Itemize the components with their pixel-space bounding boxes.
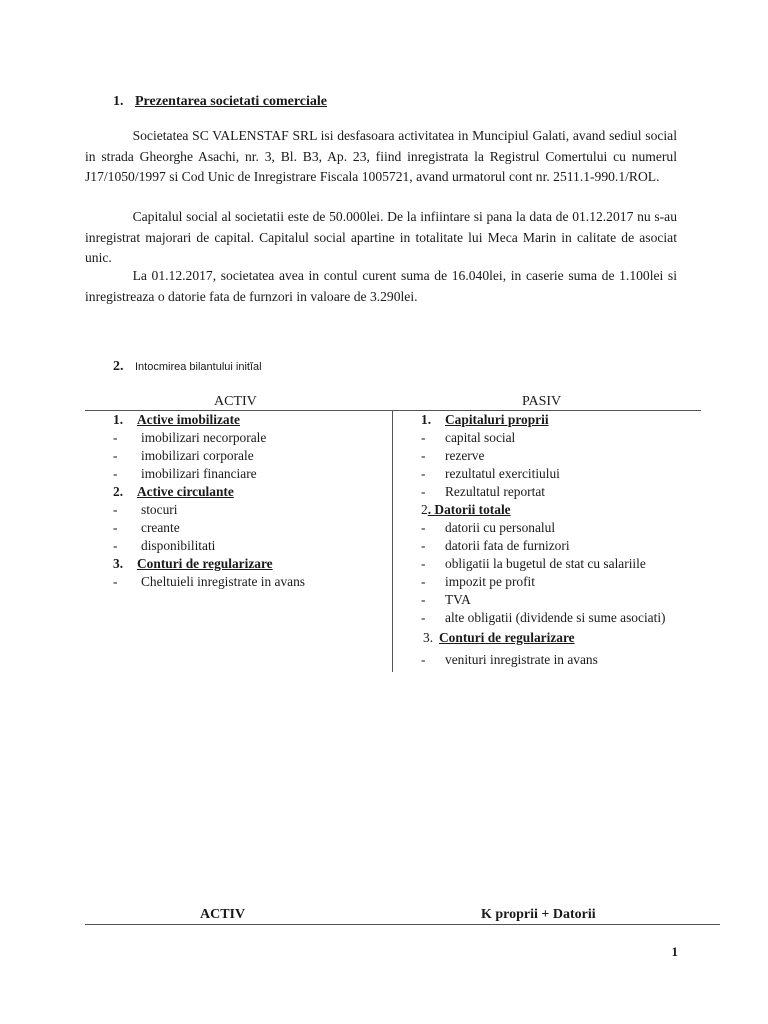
activ-section-title: Conturi de regularizare: [137, 556, 273, 571]
pasiv-item-label: capital social: [445, 430, 516, 445]
activ-section-title: Active imobilizate: [137, 412, 240, 427]
pasiv-item: [421, 537, 570, 555]
activ-item: [113, 537, 215, 555]
dash-marker: -: [113, 466, 118, 481]
activ-section-heading: [113, 411, 240, 429]
paragraph-accounts: [85, 266, 677, 307]
pasiv-section-number: 3.: [423, 630, 434, 645]
dash-marker: -: [113, 574, 118, 589]
dash-marker: -: [421, 484, 426, 499]
dash-marker: -: [421, 574, 426, 589]
dash-marker: -: [421, 520, 426, 535]
equation-left: ACTIV: [200, 907, 246, 922]
activ-section-heading: [113, 483, 234, 501]
pasiv-section-heading: [421, 501, 511, 519]
dash-marker: -: [113, 430, 118, 445]
activ-item: [113, 429, 266, 447]
pasiv-item-label: impozit pe profit: [445, 574, 535, 589]
activ-item-label: Cheltuieli inregistrate in avans: [141, 574, 305, 589]
equation-rule: [85, 924, 720, 925]
pasiv-section-heading: [421, 411, 549, 429]
section-2-number: 2.: [113, 359, 124, 374]
activ-item-label: imobilizari necorporale: [141, 430, 267, 445]
pasiv-item-label: venituri inregistrate in avans: [445, 652, 598, 667]
paragraph-capital: [85, 207, 677, 269]
activ-item: [113, 501, 177, 519]
dash-marker: -: [421, 592, 426, 607]
pasiv-item-label: datorii cu personalul: [445, 520, 556, 535]
pasiv-item-label: rezultatul exercitiului: [445, 466, 560, 481]
dash-marker: -: [113, 502, 118, 517]
pasiv-item: [421, 519, 555, 537]
activ-section-title: Active circulante: [137, 484, 234, 499]
table-column-divider: [392, 410, 393, 672]
pasiv-item-label: rezerve: [445, 448, 485, 463]
activ-item: [113, 573, 305, 591]
section-2-heading: [113, 359, 262, 375]
pasiv-section-title: Capitaluri proprii: [445, 412, 549, 427]
equation-right: K proprii + Datorii: [481, 907, 596, 922]
pasiv-item: [421, 465, 560, 483]
section-1-title: Prezentarea societati comerciale: [135, 94, 328, 109]
activ-section-number: 3.: [113, 556, 124, 571]
activ-item-label: disponibilitati: [141, 538, 216, 553]
activ-item: [113, 447, 254, 465]
section-1-number: 1.: [113, 94, 124, 109]
activ-item-label: creante: [141, 520, 180, 535]
dash-marker: -: [113, 538, 118, 553]
dash-marker: -: [421, 448, 426, 463]
dash-marker: -: [421, 538, 426, 553]
pasiv-section-number: 1.: [421, 412, 432, 427]
pasiv-item: [421, 447, 484, 465]
activ-section-number: 1.: [113, 412, 124, 427]
activ-item: [113, 519, 180, 537]
dash-marker: -: [421, 610, 426, 625]
activ-item-label: stocuri: [141, 502, 178, 517]
pasiv-item: [421, 609, 666, 627]
dash-marker: -: [113, 448, 118, 463]
dash-marker: -: [421, 430, 426, 445]
pasiv-item-label: Rezultatul reportat: [445, 484, 546, 499]
section-1-heading: [113, 94, 327, 110]
paragraph-company-info: [85, 126, 677, 188]
paragraph-accounts-text: La 01.12.2017, societatea avea in contul curent suma de 16.040lei, in caserie suma de 1.100lei si inregistreaza o datorie fata de furnzori in valoare de 3.290lei.: [85, 268, 677, 304]
dash-marker: -: [421, 652, 426, 667]
paragraph-company-info-text: Societatea SC VALENSTAF SRL isi desfasoara activitatea in Muncipiul Galati, avand sediul social in strada Gheorghe Asachi, nr. 3, Bl. B3, Ap. 23, fiind inregistrata la Registrul Comertului cu numerul J17/1050/1997 si Cod Unic de Inregistrare Fiscala 1005721, avand urmatorul cont nr. 2511.1-990.1/ROL.: [85, 128, 677, 184]
pasiv-item: [421, 483, 545, 501]
pasiv-item: [421, 591, 471, 609]
activ-section-heading: [113, 555, 273, 573]
pasiv-section-title: Conturi de regularizare: [439, 630, 575, 645]
pasiv-item: [421, 573, 535, 591]
pasiv-section-number: 2: [421, 502, 428, 517]
activ-section-number: 2.: [113, 484, 124, 499]
pasiv-section-heading: [423, 629, 575, 647]
pasiv-column-header: PASIV: [522, 394, 562, 409]
dash-marker: -: [421, 556, 426, 571]
paragraph-capital-text: Capitalul social al societatii este de 50.000lei. De la infiintare si pana la data de 01.12.2017 nu s-au inregistrat majorari de capital. Capitalul social apartine in totalitate lui Meca Marin in calitate de asociat unic.: [85, 209, 677, 265]
dash-marker: -: [113, 520, 118, 535]
activ-column-header: ACTIV: [214, 394, 257, 409]
page-number: 1: [671, 944, 678, 959]
pasiv-item: [421, 429, 515, 447]
pasiv-item-label: alte obligatii (dividende si sume asociati): [445, 610, 666, 625]
activ-item: [113, 465, 257, 483]
pasiv-item: [421, 555, 646, 573]
pasiv-item-label: datorii fata de furnizori: [445, 538, 570, 553]
dash-marker: -: [421, 466, 426, 481]
pasiv-item-label: obligatii la bugetul de stat cu salariile: [445, 556, 646, 571]
activ-item-label: imobilizari financiare: [141, 466, 257, 481]
activ-item-label: imobilizari corporale: [141, 448, 254, 463]
pasiv-section-title: . Datorii totale: [427, 502, 511, 517]
pasiv-item-label: TVA: [445, 592, 471, 607]
section-2-title: Intocmirea bilantului initĭal: [135, 361, 262, 373]
pasiv-item: [421, 651, 598, 669]
